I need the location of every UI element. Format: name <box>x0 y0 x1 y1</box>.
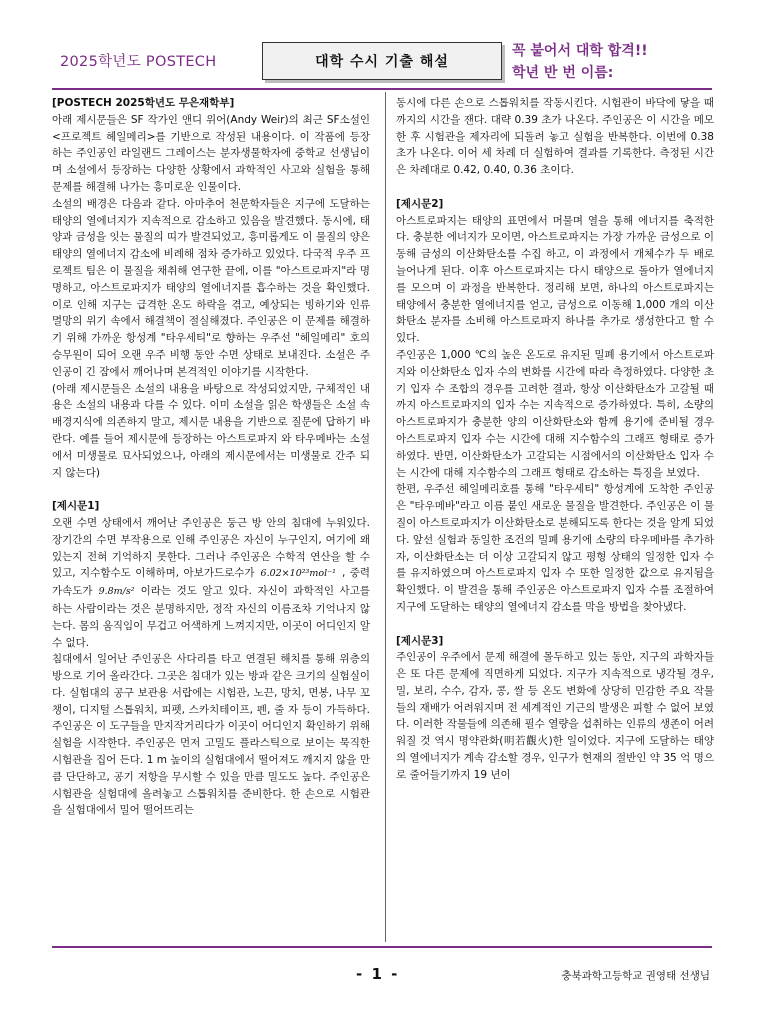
page-number: - 1 - <box>356 965 400 983</box>
footer-school: 충북과학고등학교 권영태 선생님 <box>561 970 710 982</box>
footer-rule <box>52 946 712 948</box>
left-column <box>52 95 370 819</box>
section3-heading: [제시문3] <box>396 634 444 647</box>
header-name-line: 학년 반 번 이름: <box>512 65 614 81</box>
section2-heading: [제시문2] <box>396 197 444 210</box>
section2-paragraph: 주인공은 1,000 ℃의 높은 온도로 유지된 밀폐 용기에서 아스트로파지와 이산화탄소 입자 수의 변화를 시간에 따라 측정하였다. 다양한 초기 입자 수 조합의 경우를 고려한 결과, 항상 이산화탄소가 고갈될 때까지 아스트로파지의 입자 수는 지속적으로 증가하였다. 특히, 소량의 아스트로파지가 충분한 양의 이산화탄소와 함께 용기에 준비될 경우 아스트로파지 입자 수는 시간에 대해 지수함수의 그래프 형태로 증가하였다. 반면, 이산화탄소가 고갈되는 시점에서의 이산화탄소 입자 수는 시간에 대해 지수함수의 그래프 형태로 감소하는 특징을 보였다. <box>396 348 714 479</box>
intro-heading: [POSTECH 2025학년도 무은재학부] <box>52 97 235 109</box>
header-center-title: 대학 수시 기출 해설 <box>315 54 449 70</box>
section1-paragraph: 침대에서 일어난 주인공은 사다리를 타고 연결된 해치를 통해 위층의 방으로 기어 올라간다. 그곳은 침대가 있는 방과 같은 크기의 실험실이다. 실험대의 공구 보관용 서랍에는 시험관, 노끈, 망치, 면봉, 나무 꼬챙이, 디지털 스톱워치, 피펫, 스카치테이프, 펜, 줄 자 등이 가득하다. 주인공은 이 도구들을 만지작거리다가 이곳이 어디인지 확인하기 위해 실험을 시작한다. 주인공은 먼저 고밀도 플라스틱으로 보이는 묵직한 시험관을 집어 든다. 1 m 높이의 실험대에서 떨어져도 깨지지 않을 만큼 단단하고, 공기 저항을 무시할 수 있을 만큼 밀도도 높다. 주인공은 시험관을 실험대에 올려놓고 스톱워치를 준비한다. 한 손으로 시험관을 실험대에서 밀어 떨어뜨리는 <box>52 653 370 817</box>
header-right <box>512 40 648 84</box>
gravity-value: 9.8m/s² <box>98 586 135 598</box>
continuation-paragraph: 동시에 다른 손으로 스톱워치를 작동시킨다. 시험관이 바닥에 닿을 때까지의 시간을 잰다. 대략 0.39 초가 나온다. 주인공은 이 시간을 메모한 후 시험관을 제자리에 되돌려 놓고 실험을 반복한다. 이번에 0.38 초가 나온다. 이어 세 차례 더 실험하여 결과를 기록한다. 측정된 시간은 차례대로 0.42, 0.40, 0.36 초이다. <box>396 97 714 177</box>
right-column <box>396 95 714 784</box>
section1-heading: [제시문1] <box>52 500 100 513</box>
section3-paragraph: 주인공이 우주에서 문제 해결에 몰두하고 있는 동안, 지구의 과학자들은 또 다른 문제에 직면하게 되었다. 지구가 지속적으로 냉각될 경우, 밀, 보리, 수수, 감자, 콩, 쌀 등 온도 변화에 상당히 민감한 주요 작물들의 재배가 어려워지며 전 세계적인 기근의 발생은 피할 수 없어 보였다. 이러한 작물들에 의존해 필수 열량을 섭취하는 인류의 생존이 어려워질 것 역시 명약관화(明若觀火)한 일이었다. 지구에 도달하는 태양의 열에너지가 계속 감소할 경우, 인구가 현재의 절반인 약 35 억 명으로 줄어들기까지 19 년이 <box>396 651 714 781</box>
column-divider <box>385 92 386 942</box>
header-title: 2025학년도 POSTECH <box>60 54 217 70</box>
section1-text-b: , 중력가속도가 <box>52 567 370 598</box>
section2-paragraph: 아스트로파지는 태양의 표면에서 머물며 열을 통해 에너지를 축적한다. 충분한 에너지가 모이면, 아스트로파지는 가장 가까운 금성으로 이동해 금성의 이산화탄소를 수집 하고, 이 과정에서 개체수가 두 배로 늘어나게 된다. 이후 아스트로파지는 다시 태양으로 돌아가 열에너지를 모으며 이 과정을 반복한다. 정리해 보면, 하나의 아스트로파지는 태양에서 충분한 열에너지를 얻고, 금성으로 이동해 1,000 개의 이산화탄소 분자를 소비해 아스트로파지 하나를 추가로 생성한다고 할 수 있다. <box>396 214 714 345</box>
section1-paragraph <box>52 515 370 651</box>
avogadro-number: 6.02×10²³mol⁻¹ <box>260 568 336 580</box>
header-slogan: 꼭 붙어서 대학 합격!! <box>512 43 648 59</box>
header-center-box <box>262 42 502 80</box>
intro-paragraph: 아래 제시문들은 SF 작가인 앤디 위어(Andy Weir)의 최근 SF소설인 <프로젝트 헤일메리>를 기반으로 작성된 내용이다. 이 작품에 등장하는 주인공인 라일랜드 그레이스는 분자생물학자에 중학교 선생님이며 소설에서 등장하는 다양한 상황에서 과학적인 사고와 실험을 통해 문제를 해결해 나가는 흥미로운 인물이다. <box>52 113 370 193</box>
intro-paragraph: (아래 제시문들은 소설의 내용을 바탕으로 작성되었지만, 구체적인 내용은 소설의 내용과 다를 수 있다. 이미 소설을 읽은 학생들은 소설 속 배경지식에 의존하지 말고, 제시문 내용을 기반으로 질문에 답하기 바란다. 예를 들어 제시문에 등장하는 아스트로파지 와 타우메바는 소설에서 미생물로 묘사되었으나, 아래의 제시문에서는 미생물로 간주 되지 않는다) <box>52 382 370 479</box>
intro-paragraph: 소설의 배경은 다음과 같다. 아마추어 천문학자들은 지구에 도달하는 태양의 열에너지가 지속적으로 감소하고 있음을 발견했다. 동시에, 태양과 금성을 잇는 물질의 띠가 발견되었고, 흥미롭게도 이 물질의 양은 태양의 열에너지 감소에 비례해 점차 증가하고 있었다. 다국적 우주 프로젝트 팀은 이 물질을 채취해 연구한 끝에, 이를 "아스트로파지"라 명명하고, 아스트로파지가 태양의 열에너지를 흡수하는 것을 확인했다. 이로 인해 지구는 급격한 온도 하락을 겪고, 예상되는 빙하기와 인류 멸망의 위기 속에서 해결책이 절실해졌다. 주인공은 이 문제를 해결하기 위해 가까운 항성계 "타우세티"로 향하는 우주선 "헤일메리" 호의 승무원이 되어 오랜 우주 비행 동안 수면 상태로 보내진다. 소설은 주인공이 긴 잠에서 깨어나며 본격적인 이야기를 시작한다. <box>52 197 370 378</box>
section1-text-a: 오랜 수면 상태에서 깨어난 주인공은 둥근 방 안의 침대에 누워있다. 장기간의 수면 부작용으로 인해 주인공은 자신이 누구인지, 여기에 왜 있는지 전혀 기억하지 못한다. 그러나 주인공은 수학적 연산을 할 수 있고, 지수함수도 이해하며, 아보가드로수가 <box>52 516 370 580</box>
section1-text-c: 이라는 것도 알고 있다. 자신이 과학적인 사고를 하는 사람이라는 것은 분명하지만, 정작 자신의 이름조차 기억나지 않는다. 몸의 움직임이 무겁고 어색하게 느껴지지만, 이곳이 어디인지 알 수 없다. <box>52 585 370 649</box>
section2-paragraph: 한편, 우주선 헤일메리호를 통해 "타우세티" 항성계에 도착한 주인공은 "타우메바"라고 이름 붙인 새로운 물질을 발견한다. 주인공은 이 물질이 아스트로파지가 이산화탄소로 분해되도록 한다는 것을 알게 되었다. 앞선 실험과 동일한 조건의 밀폐 용기에 소량의 타우메바를 추가하자, 이산화탄소는 더 이상 고갈되지 않고 평형 상태의 일정한 입자 수를 유지하였으며 아스트로파지 입자 수 또한 일정한 값으로 유지됨을 확인했다. 이 발견을 통해 주인공은 아스트로파지 입자 수를 조절하여 지구에 도달하는 태양의 열에너지 감소를 막을 방법을 찾아냈다. <box>396 483 714 613</box>
header-rule <box>52 88 712 90</box>
